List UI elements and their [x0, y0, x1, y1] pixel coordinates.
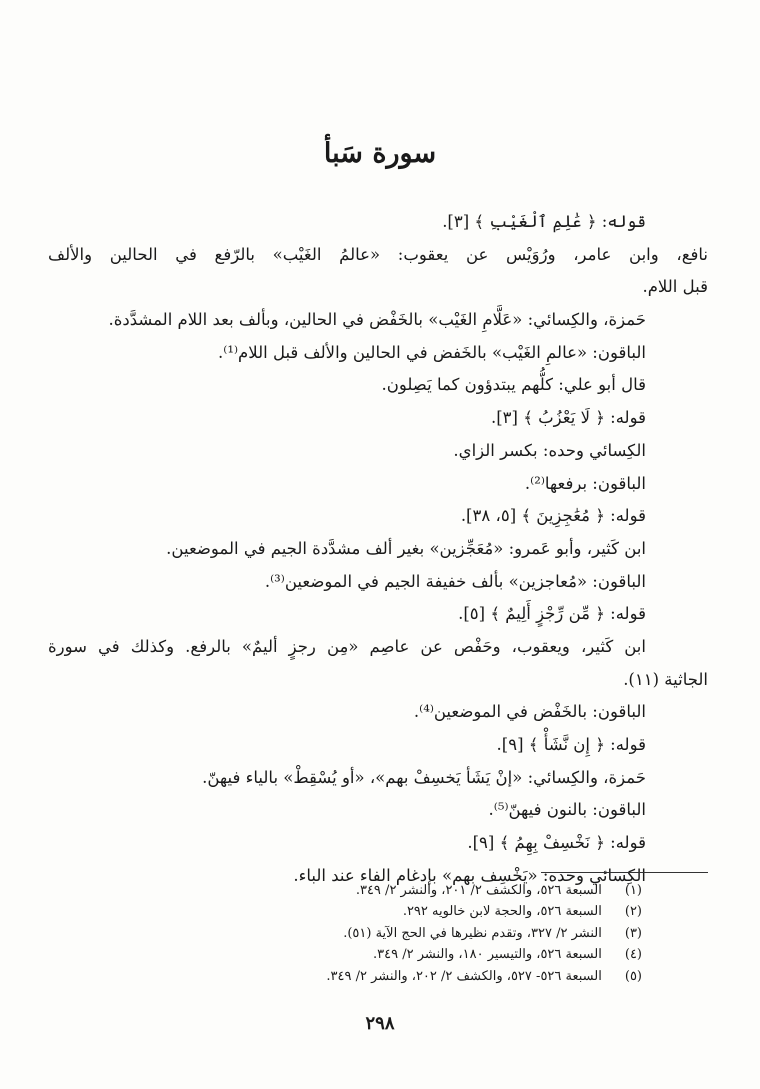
surah-title: سورة سَبأ [323, 138, 437, 169]
footnote-item [48, 944, 642, 965]
footnote-text: السبعة ٥٢٦، والحجة لابن خالويه ٢٩٢. [402, 904, 602, 920]
text-line: قوله: ﴿ مِّن رِّجْزٍ أَلِيمٌ ﴾ [٥]. [458, 604, 646, 624]
text-line: الباقون: بالخَفْض في الموضعين⁽⁴⁾. [413, 702, 646, 722]
text-line: قوله: ﴿ مُعَٰجِزِينَ ﴾ [٥، ٣٨]. [460, 506, 646, 526]
page-number: ٢٩٨ [365, 1013, 395, 1034]
footnote-item [48, 966, 642, 987]
text-line: الباقون: بالنون فيهنّ⁽⁵⁾. [488, 800, 646, 820]
text-line: الباقون: «عالمِ الغَيْب» بالخَفض في الحالين والألف قبل اللام⁽¹⁾. [218, 342, 646, 362]
footnote-text: النشر ٢/ ٣٢٧، وتقدم نظيرها في الحج الآية (٥١). [343, 925, 602, 941]
text-line: حَمزة، والكِسائي: «عَلَّامِ الغَيْب» بالخَفْض في الحالين، وبألف بعد اللام المشدَّدة. [108, 310, 646, 330]
text-line: ابن كَثير، ويعقوب، وحَفْص عن عاصِم «مِن رجزٍ أليمٌ» بالرفع. وكذلك في سورة [48, 636, 646, 656]
footnote-number: (١) [624, 883, 642, 898]
footnote-number: (٥) [624, 968, 642, 984]
footnote-text: السبعة ٥٢٦- ٥٢٧، والكشف ٢/ ٢٠٢، والنشر ٢/ ٣٤٩. [326, 968, 602, 984]
text-line: قوله: ﴿ عَٰلِمِ ٱلْغَيْبِ ﴾ [٣]. [442, 212, 646, 231]
footnote-number: (٣) [624, 925, 642, 941]
footnote-item [48, 901, 642, 922]
footnote-number: (٤) [624, 947, 642, 963]
footnote-item [48, 880, 642, 901]
text-line: نافع، وابن عامر، ورُوَيْس عن يعقوب: «عالمُ الغَيْب» بالرّفع في الحالين والألف [48, 244, 708, 264]
text-line: قال أبو علي: كلُّهم يبتدؤون كما يَصِلون. [381, 375, 646, 395]
text-line: الكِسائي وحده: «يَخْسِف بهم» بإدغام الفاء عند الباء. [293, 865, 646, 885]
text-line: قبل اللام. [642, 277, 708, 297]
footnotes [48, 880, 642, 987]
footnote-text: السبعة ٥٢٦، والكشف ٢/ ٢٠١، والنشر ٢/ ٣٤٩. [355, 883, 602, 898]
text-line: الباقون: برفعها⁽²⁾. [524, 473, 646, 493]
text-line: الكِسائي وحده: بكسر الزاي. [453, 440, 646, 460]
footnote-separator [541, 872, 708, 873]
text-line: قوله: ﴿ إِن نَّشَأْ ﴾ [٩]. [496, 735, 646, 754]
footnote-text: السبعة ٥٢٦، والتيسير ١٨٠، والنشر ٢/ ٣٤٩. [373, 947, 602, 963]
text-line: الجاثية (١١). [623, 669, 708, 689]
footnote-number: (٢) [624, 904, 642, 920]
text-line: الباقون: «مُعاجزين» بألف خفيفة الجيم في الموضعين⁽³⁾. [264, 571, 646, 591]
text-line: حَمزة، والكِسائي: «إنْ يَشَأ يَخسِفْ بهم»، «أو يُسْقِطْ» بالياء فيهنّ. [202, 767, 646, 787]
text-line: قوله: ﴿ لَا يَعْزُبُ ﴾ [٣]. [490, 408, 646, 428]
main-text [48, 206, 708, 892]
text-line: ابن كَثير، وأبو عَمرو: «مُعَجِّزين» بغير ألف مشدَّدة الجيم في الموضعين. [166, 538, 646, 558]
text-line: قوله: ﴿ نَخْسِفْ بِهِمُ ﴾ [٩]. [467, 833, 646, 853]
footnote-item [48, 923, 642, 944]
